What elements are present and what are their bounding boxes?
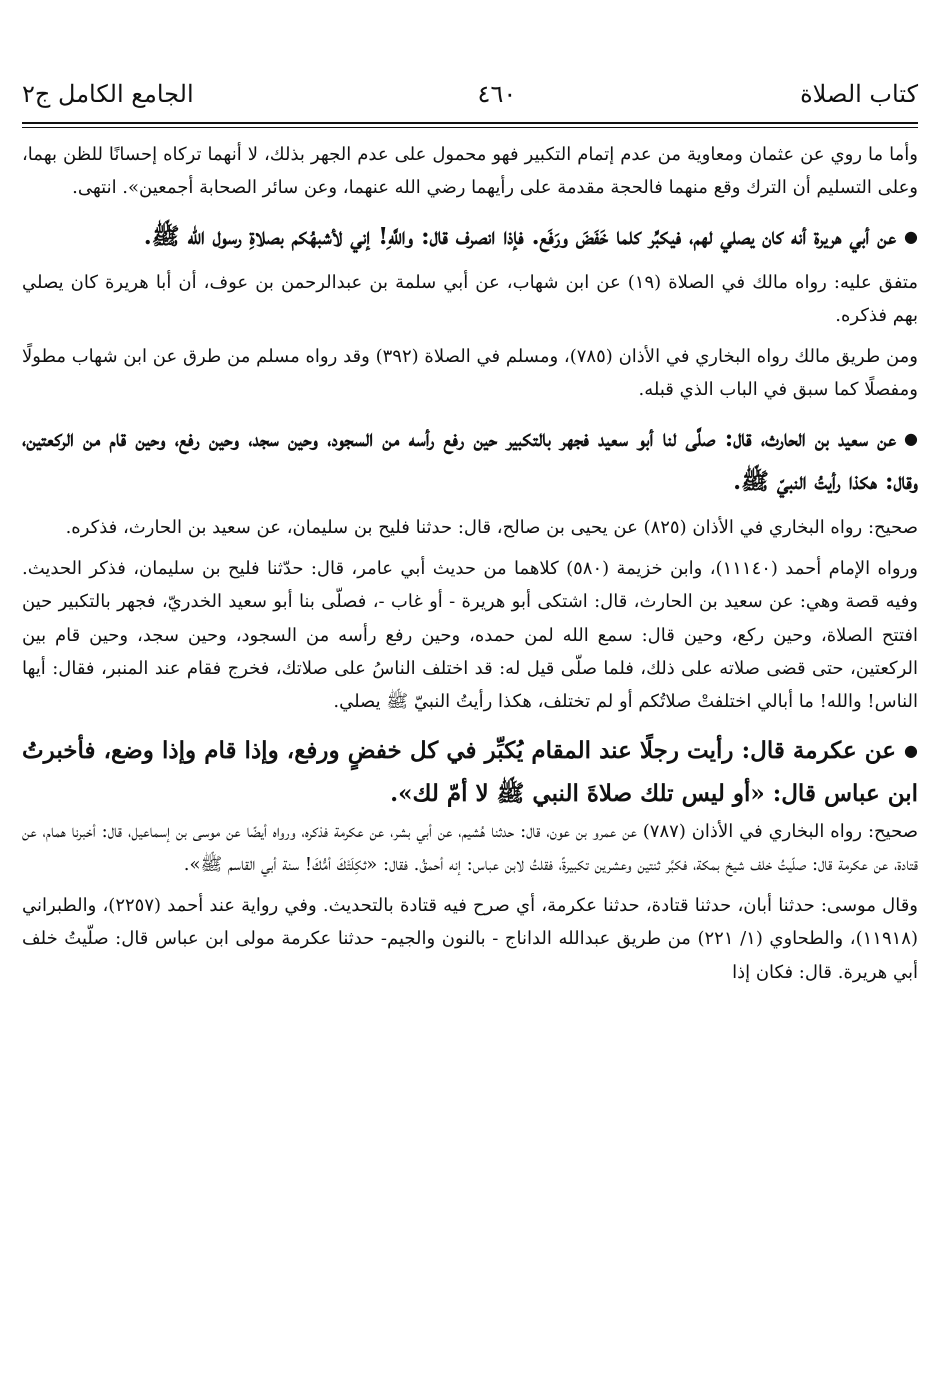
paragraph-text: ومن طريق مالك رواه البخاري في الأذان (٧٨٥)، ومسلم في الصلاة (٣٩٢) وقد رواه مسلم من طرق عن ابن شهاب مطولًا ومفصلًا كما سبق في الباب الذي قبله. <box>22 346 918 401</box>
takhrij-paragraph <box>22 266 918 333</box>
paragraph-text: صحيح: رواه البخاري في الأذان (٧٨٧) عن عمرو بن عون، قال: حدثنا هُشيم، عن أبي بشر، عن عكرمة فذكره، ورواه أيضًا عن موسى بن إسماعيل، قال: أخبرنا همام، عن قتادة، عن عكرمة قال: صلّيتُ خلف شيخ بمكة، فكبَّر ثنتين وعشرين تكبيرةً، فقلتُ لابن عباس: إنه أحمقُ. فقال: «ثكِلَتْكَ أمُّكَ! سنة أبي القاسم ﷺ». <box>22 820 918 875</box>
takhrij-paragraph <box>22 511 918 544</box>
chapter-title: كتاب الصلاة <box>800 80 918 108</box>
takhrij-paragraph <box>22 889 918 989</box>
paragraph-text: صحيح: رواه البخاري في الأذان (٨٢٥) عن يحيى بن صالح، قال: حدثنا فليح بن سليمان، عن سعيد بن الحارث، فذكره. <box>65 516 918 538</box>
hadith-paragraph <box>22 729 918 815</box>
paragraph-text: ورواه الإمام أحمد (١١١٤٠)، وابن خزيمة (٥٨٠) كلاهما من حديث أبي عامر، قال: حدّثنا فليح بن سليمان، فذكر الحديث. وفيه قصة وهي: عن سعيد بن الحارث، قال: اشتكى أبو هريرة - أو غاب -، فصلّى بنا أبو سعيد الخدريّ، فجهر بالتكبير حين افتتح الصلاة، وحين ركع، وحين قال: سمع الله لمن حمده، وحين رفع رأسه من السجود، وحين سجد، وحين قام بين الركعتين، حتى قضى صلاته على ذلك، فلما صلّى قيل له: قد اختلف الناسُ على صلاتك، فخرج فقام عند المنبر، فقال: أيها الناس! والله! ما أبالي اختلفتْ صلاتُكم أو لم تختلف، هكذا رأيتُ النبيّ ﷺ يصلي. <box>22 558 919 713</box>
hadith-paragraph <box>22 417 918 503</box>
hadith-text: عن سعيد بن الحارث، قال: صلَّى لنا أبو سعيد فجهر بالتكبير حين رفع رأسه من السجود، وحين سجد، وحين رفع، وحين قام من الركعتين، وقال: هكذا رأيتُ النبيّ ﷺ. <box>22 424 918 495</box>
paragraph-text: وأما ما روي عن عثمان ومعاوية من عدم إتمام التكبير فهو محمول على عدم الجهر بذلك، لا أنهما تركاه إحسانًا للظن بهما، وعلى التسليم أن الترك وقع منهما فالحجة مقدمة على رأيهما رضي الله عنهما، وعن سائر الصحابة أجمعين». انتهى. <box>22 144 918 199</box>
takhrij-paragraph <box>22 815 918 882</box>
commentary-paragraph <box>22 138 918 205</box>
running-header <box>22 80 918 116</box>
bullet-icon: ● <box>904 740 918 760</box>
hadith-text: عن أبي هريرة أنه كان يصلي لهم، فيكبِّر كلما خَفَضَ ورَفَع. فإذا انصرف قال: واللَّهِ! إني لأشبهُكم بصلاةِ رسول الله ﷺ. <box>143 222 897 250</box>
book-title: الجامع الكامل ج٢ <box>22 80 194 108</box>
bullet-icon: ● <box>904 226 918 246</box>
paragraph-text: وقال موسى: حدثنا أبان، حدثنا قتادة، حدثنا عكرمة، أي صرح فيه قتادة بالتحديث. وفي رواية عند أحمد (٢٢٥٧)، والطبراني (١١٩١٨)، والطحاوي (١/ ٢٢١) من طريق عبدالله الداناج - بالنون والجيم- حدثنا عكرمة مولى ابن عباس قال: صلّيتُ خلف أبي هريرة. قال: فكان إذا <box>22 895 919 983</box>
hadith-paragraph <box>22 215 918 258</box>
page-body <box>22 138 918 989</box>
bullet-icon: ● <box>904 428 918 448</box>
book-page <box>22 80 918 989</box>
takhrij-paragraph <box>22 340 918 407</box>
page-number: ٤٦٠ <box>477 80 517 108</box>
header-rule-thin <box>22 127 918 128</box>
paragraph-text: متفق عليه: رواه مالك في الصلاة (١٩) عن ابن شهاب، عن أبي سلمة بن عبدالرحمن بن عوف، أن أبا هريرة كان يصلي بهم فذكره. <box>22 271 918 326</box>
header-rule-thick <box>22 122 918 124</box>
hadith-text: عن عكرمة قال: رأيت رجلًا عند المقام يُكبِّر في كل خفضٍ ورفع، وإذا قام وإذا وضع، فأخبرتُ ابن عباس قال: «أو ليس تلك صلاةَ النبي ﷺ لا أمّ لك». <box>22 736 918 807</box>
takhrij-paragraph <box>22 552 918 718</box>
